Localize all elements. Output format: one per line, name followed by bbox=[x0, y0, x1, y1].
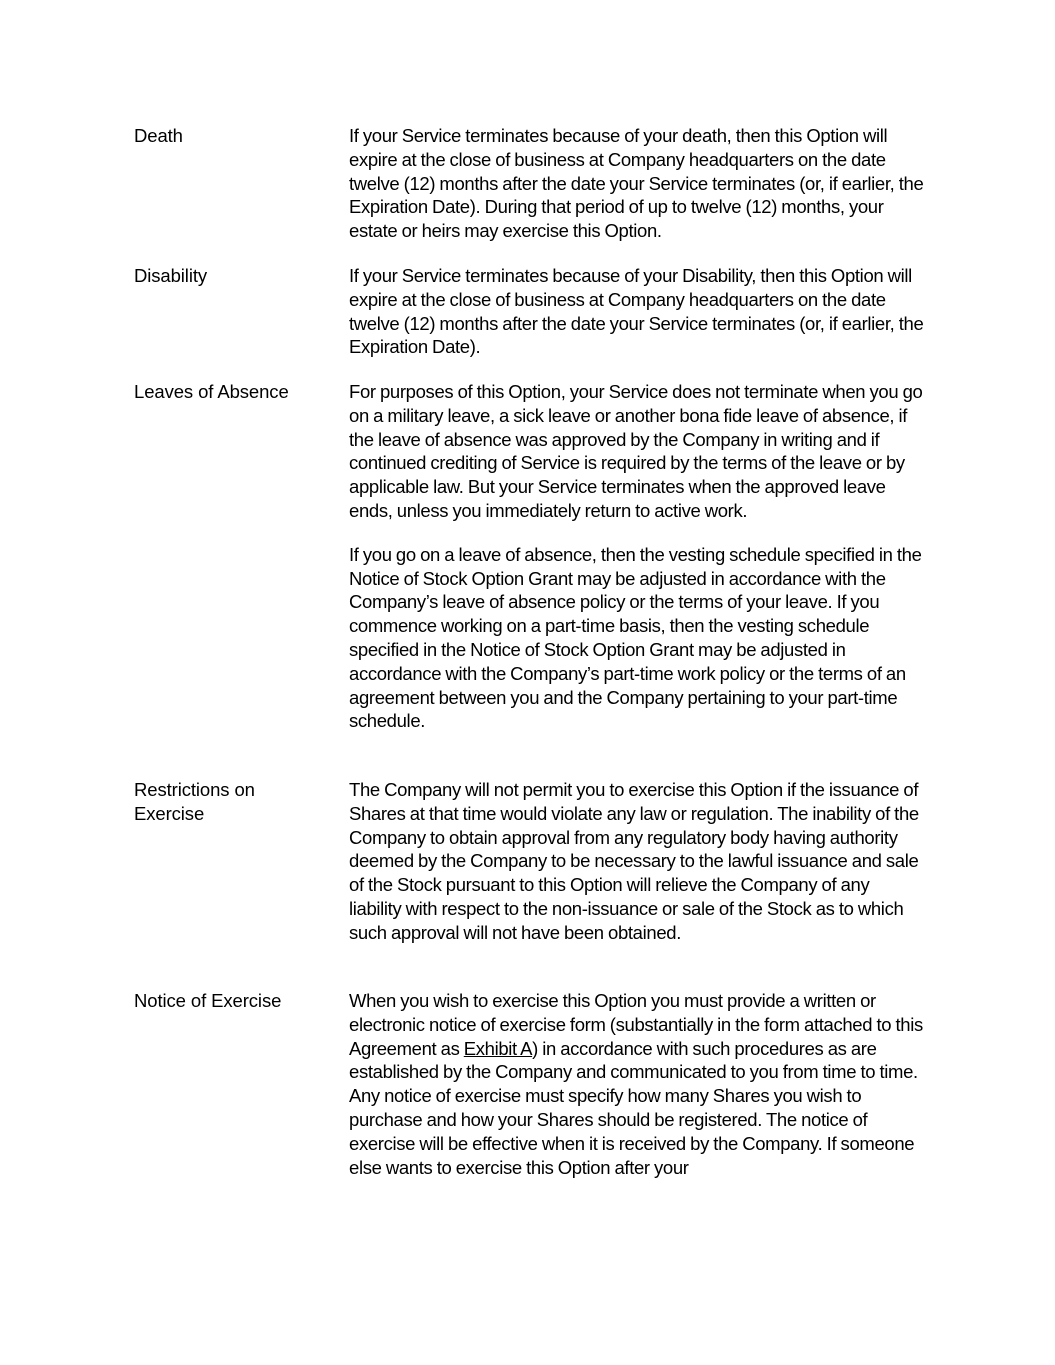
paragraph-text: When you wish to exercise this Option you must provide a written or electronic notice of exercise form (substantially in the form attached to this Agreement as bbox=[349, 990, 923, 1059]
exhibit-a-link[interactable]: Exhibit A bbox=[463, 1037, 533, 1059]
section-body-restrictions-on-exercise bbox=[349, 778, 924, 945]
paragraph bbox=[349, 989, 924, 1179]
section-body-leaves-of-absence bbox=[349, 380, 924, 733]
paragraph: If you go on a leave of absence, then the vesting schedule specified in the Notice of Stock Option Grant may be adjusted in accordance with the Company’s leave of absence policy or the terms of your leave. If you commence working on a part-time basis, then the vesting schedule specified in the Notice of Stock Option Grant may be adjusted in accordance with the Company’s part-time work policy or the terms of an agreement between you and the Company pertaining to your part-time schedule. bbox=[349, 543, 922, 732]
section-heading-restrictions-on-exercise: Restrictions on Exercise bbox=[134, 779, 255, 824]
paragraph: For purposes of this Option, your Service does not terminate when you go on a military leave, a sick leave or another bona fide leave of absence, if the leave of absence was approved by the Company in writing and if continued crediting of Service is required by the terms of the leave or by applicable law. But your Service terminates when the approved leave ends, unless you immediately return to active work. bbox=[349, 381, 923, 521]
section-body-death bbox=[349, 124, 924, 243]
section-body-notice-of-exercise bbox=[349, 989, 924, 1179]
paragraph-text: ) in accordance with such procedures as are established by the Company and communicated to you from time to time. Any notice of exercise must specify how many Shares you wish to purchase and how your Shares should be registered. The notice of exercise will be effective when it is received by the Company. If someone else wants to exercise this Option after your bbox=[349, 1037, 918, 1178]
section-heading-death: Death bbox=[134, 125, 183, 146]
paragraph: If your Service terminates because of your Disability, then this Option will expire at the close of business at Company headquarters on the date twelve (12) months after the date your Service terminates (or, if earlier, the Expiration Date). bbox=[349, 265, 924, 358]
section-heading-leaves-of-absence: Leaves of Absence bbox=[134, 381, 289, 402]
paragraph: The Company will not permit you to exercise this Option if the issuance of Shares at that time would violate any law or regulation. The inability of the Company to obtain approval from any regulatory body having authority deemed by the Company to be necessary to the lawful issuance and sale of the Stock pursuant to this Option will relieve the Company of any liability with respect to the non-issuance or sale of the Stock as to which such approval will not have been obtained. bbox=[349, 779, 919, 943]
section-heading-notice-of-exercise: Notice of Exercise bbox=[134, 990, 282, 1011]
paragraph: If your Service terminates because of your death, then this Option will expire at the close of business at Company headquarters on the date twelve (12) months after the date your Service terminates (or, if earlier, the Expiration Date). During that period of up to twelve (12) months, your estate or heirs may exercise this Option. bbox=[349, 125, 924, 242]
section-heading-disability: Disability bbox=[134, 265, 208, 286]
section-body-disability bbox=[349, 264, 924, 359]
